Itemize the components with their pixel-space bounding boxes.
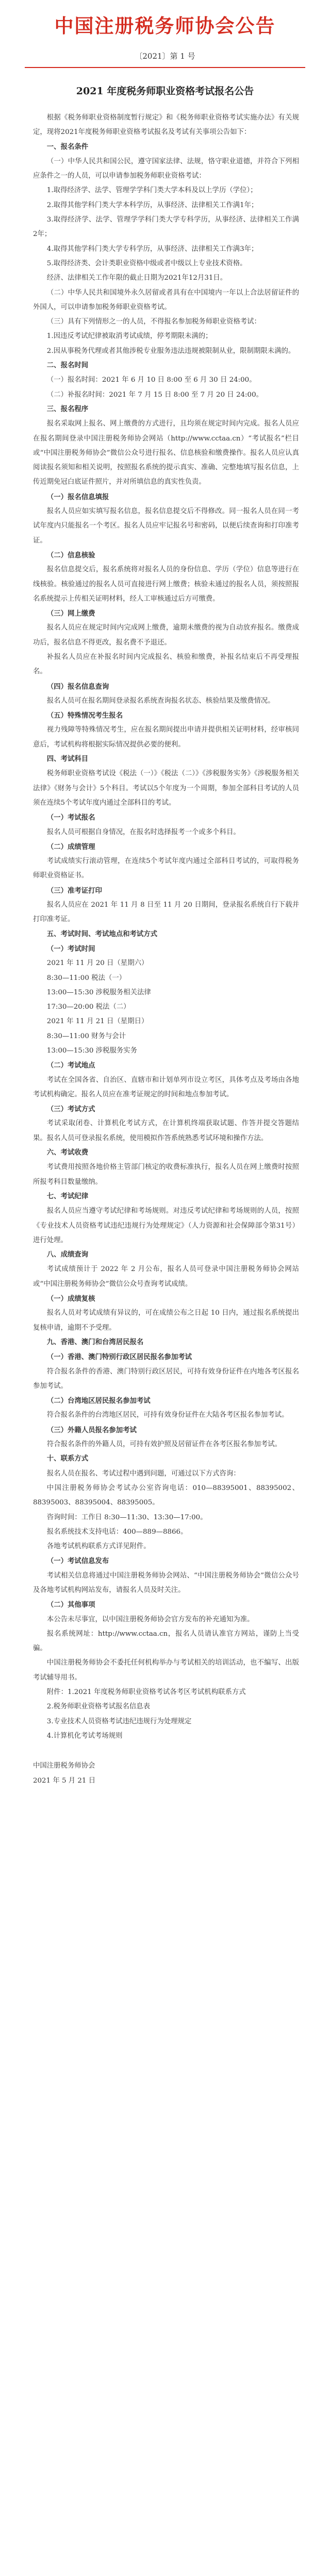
body-paragraph: 考试相关信息将通过中国注册税务师协会网站、“中国注册税务师协会”微信公众号及各地考试机构网站发布，请报名人员及时关注。 (33, 1571, 299, 1594)
document-number: 〔2021〕第 1 号 (135, 52, 195, 61)
body-paragraph: 1.因违反考试纪律被取消考试成绩，停考期限未满的； (46, 332, 212, 341)
subsection-heading: （一）报名信息填报 (46, 493, 109, 501)
subsection-heading: （二）信息核验 (46, 551, 95, 560)
body-paragraph: 报名采取网上报名、网上缴费的方式进行，且均须在规定时间内完成。报名人员应在报名期间登录中国注册税务师协会网站（http://www.cctaa.cn）“考试报名”栏目或“中国注册税务师协会”微信公众号进行报名、信息核验和缴费操作。报名人员应认真阅读报名须知和相关说明，按照报名系统的提示真实、准确、完整地填写报名信息，上传近期免冠白底证件照片，并对所填信息的真实性负责。 (33, 420, 299, 486)
subsection-heading: （二）成绩管理 (46, 842, 95, 851)
body-paragraph: 报名人员在报名、考试过程中遇到问题，可通过以下方式咨询： (46, 1469, 240, 1478)
subsection-heading: （四）报名信息查询 (46, 682, 109, 691)
subsection-heading: （三）考试方式 (46, 1105, 95, 1114)
body-paragraph: 中国注册税务师协会不委托任何机构举办与考试相关的培训活动，也不编写、出版考试辅导用书。 (33, 1659, 299, 1682)
body-paragraph: 符合报名条件的外籍人员，可持有效护照及居留证件在各考区报名参加考试。 (46, 1440, 282, 1449)
body-paragraph: 附件：1.2021 年度税务师职业资格考试各考区考试机构联系方式 (46, 1688, 246, 1697)
body-paragraph: 考试成绩预计于 2022 年 2 月公布，报名人员可登录中国注册税务师协会网站或“中国注册税务师协会”微信公众号查询考试成绩。 (33, 1265, 299, 1288)
body-paragraph: （三）具有下列情形之一的人员，不得报名参加税务师职业资格考试： (46, 318, 261, 326)
body-paragraph: 2.因从事税务代理或者其他涉税专业服务违法违规被限制从业，限制期限未满的。 (46, 347, 295, 355)
body-paragraph: 各地考试机构联系方式详见附件。 (46, 1543, 151, 1551)
body-paragraph: 3.专业技术人员资格考试违纪违规行为处理规定 (46, 1717, 192, 1725)
body-paragraph: 考试采取闭卷、计算机化考试方式，在计算机终端获取试题、作答并提交答题结果。报名人员可登录报名系统，使用模拟作答系统熟悉考试环境和操作方法。 (33, 1120, 299, 1142)
body-paragraph: 考试费用按照各地价格主管部门核定的收费标准执行，报名人员在网上缴费时按照所报考科目数量缴纳。 (33, 1163, 299, 1186)
body-paragraph: 2021 年 11 月 20 日（星期六） (46, 959, 148, 968)
body-paragraph: 报名系统网址：http://www.cctaa.cn，报名人员请认准官方网站，谨防上当受骗。 (33, 1630, 299, 1653)
subsection-heading: （三）网上缴费 (46, 609, 95, 618)
section-heading: 九、香港、澳门和台湾居民报名 (46, 1338, 144, 1346)
body-paragraph: 符合报名条件的台湾地区居民，可持有效身份证件在大陆各考区报名参加考试。 (46, 1411, 289, 1419)
body-paragraph: 1.取得经济学、法学、管理学学科门类大学本科及以上学历（学位）； (46, 187, 257, 195)
document-header (0, 0, 330, 68)
body-paragraph: 3.取得经济学、法学、管理学学科门类大学专科学历，从事经济、法律相关工作满2年； (33, 216, 299, 239)
body-paragraph: 17:30—20:00 税法（二） (46, 1003, 130, 1011)
body-paragraph: 报名人员可在报名期间登录报名系统查询报名状态、核验结果及缴费情况。 (46, 697, 275, 705)
section-heading: 八、成绩查询 (46, 1251, 89, 1259)
body-paragraph: （二）补报名时间：2021 年 7 月 15 日 8:00 至 7 月 20 日 24:00。 (46, 391, 263, 399)
section-heading: 一、报名条件 (46, 143, 89, 151)
body-paragraph: 根据《税务师职业资格制度暂行规定》和《税务师职业资格考试实施办法》有关规定，现将2021年度税务师职业资格考试报名及考试有关事项公告如下： (33, 114, 299, 137)
body-paragraph: 报名人员应如实填写报名信息，报名信息提交后不得修改。同一报名人员在同一考试年度内只能报名一个考区。报名人员应牢记报名号和密码，以便后续查询和打印准考证。 (33, 507, 299, 545)
body-paragraph: 考试在全国各省、自治区、直辖市和计划单列市设立考区，具体考点及考场由各地考试机构确定。报名人员应在准考证规定的时间和地点参加考试。 (33, 1076, 299, 1098)
body-paragraph: 2.税务师职业资格考试报名信息表 (46, 1703, 151, 1711)
body-paragraph: （一）报名时间：2021 年 6 月 10 日 8:00 至 6 月 30 日 24:00。 (46, 376, 256, 384)
body-paragraph: 报名人员应在 2021 年 11 月 8 日至 11 月 20 日期间，登录报名系统自行下载并打印准考证。 (33, 901, 299, 924)
body-paragraph: 报名信息提交后，报名系统将对报名人员的身份信息、学历（学位）信息等进行在线核验。核验通过的报名人员可直接进行网上缴费；核验未通过的报名人员，须按照报名系统提示上传相关证明材料，经人工审核通过后方可缴费。 (33, 566, 299, 603)
body-paragraph: 经济、法律相关工作年限的截止日期为2021年12月31日。 (46, 274, 227, 282)
body-paragraph: 中国注册税务师协会考试办公室咨询电话：010—88395001、88395002、88395003、88395004、88395005。 (33, 1484, 299, 1507)
body-paragraph: （一）中华人民共和国公民，遵守国家法律、法规，恪守职业道德，并符合下列相应条件之一的人员，可以申请参加税务师职业资格考试： (33, 157, 299, 180)
section-heading: 五、考试时间、考试地点和考试方式 (46, 930, 158, 938)
section-heading: 四、考试科目 (46, 755, 89, 764)
subsection-heading: （一）成绩复核 (46, 1295, 95, 1303)
announcement-body (0, 111, 330, 1743)
subsection-heading: （二）台湾地区居民报名参加考试 (46, 1397, 151, 1405)
masthead-title: 中国注册税务师协会公告 (54, 15, 276, 37)
body-paragraph: 2021 年 11 月 21 日（星期日） (46, 1018, 148, 1026)
subsection-heading: （一）考试报名 (46, 814, 95, 822)
subsection-heading: （二）考试地点 (46, 1061, 95, 1070)
subsection-heading: （一）考试时间 (46, 944, 95, 953)
subsection-heading: （五）特殊情况考生报名 (46, 711, 123, 720)
body-paragraph: 报名人员应当遵守考试纪律和考场规则。对违反考试纪律和考场规则的人员，按照《专业技术人员资格考试违纪违规行为处理规定》（人力资源和社会保障部令第31号）进行处理。 (33, 1207, 299, 1244)
section-heading: 六、考试收费 (46, 1149, 89, 1157)
subsection-heading: （一）香港、澳门特别行政区居民报名参加考试 (46, 1353, 192, 1362)
body-paragraph: 8:30—11:00 财务与会计 (46, 1032, 126, 1040)
body-paragraph: 4.计算机化考试考场规则 (46, 1732, 123, 1740)
body-paragraph: 视力残障等特殊情况考生，应在报名期间提出申请并提供相关证明材料，经审核同意后，考试机构将根据实际情况提供必要的便利。 (33, 726, 299, 749)
announcement-title: 2021 年度税务师职业资格考试报名公告 (76, 86, 254, 97)
body-paragraph: 报名人员对考试成绩有异议的，可在成绩公布之日起 10 日内，通过报名系统提出复核申请，逾期不予受理。 (33, 1309, 299, 1332)
subsection-heading: （三）外籍人员报名参加考试 (46, 1426, 137, 1434)
body-paragraph: 本公告未尽事宜，以中国注册税务师协会官方发布的补充通知为准。 (46, 1615, 254, 1623)
body-paragraph: （二）中华人民共和国境外永久居留或者具有在中国境内一年以上合法居留证件的外国人，可以申请参加税务师职业资格考试。 (33, 289, 299, 311)
subsection-heading: （一）考试信息发布 (46, 1557, 109, 1566)
section-heading: 七、考试纪律 (46, 1192, 89, 1200)
red-divider-rule (25, 67, 305, 68)
body-paragraph: 8:30—11:00 税法（一） (46, 974, 126, 982)
body-paragraph: 13:00—15:30 涉税服务相关法律 (46, 988, 151, 996)
section-heading: 二、报名时间 (46, 362, 89, 370)
body-paragraph: 补报名人员应在补报名时间内完成报名、核验和缴费，补报名结束后不再受理报名。 (33, 653, 299, 676)
body-paragraph: 13:00—15:30 涉税服务实务 (46, 1047, 137, 1055)
body-paragraph: 报名人员应在规定时间内完成网上缴费，逾期未缴费的视为自动放弃报名。缴费成功后，报名信息不得更改，报名费不予退还。 (33, 624, 299, 647)
body-paragraph: 4.取得其他学科门类大学专科学历，从事经济、法律相关工作满3年； (46, 245, 258, 253)
subsection-heading: （三）准考证打印 (46, 886, 102, 895)
body-paragraph: 报名人员可根据自身情况，在报名时选择报考一个或多个科目。 (46, 828, 240, 836)
body-paragraph: 税务师职业资格考试设《税法（一）》《税法（二）》《涉税服务实务》《涉税服务相关法律》《财务与会计》5个科目。考试以5个年度为一个周期，参加全部科目考试的人员须在连续5个考试年度内通过全部科目的考试。 (33, 770, 299, 807)
body-paragraph: 考试成绩实行滚动管理，在连续5个考试年度内通过全部科目考试的，可取得税务师职业资格证书。 (33, 857, 299, 880)
subsection-heading: （二）其他事项 (46, 1601, 95, 1609)
body-paragraph: 咨询时间：工作日 8:30—11:30、13:30—17:00。 (46, 1513, 207, 1521)
body-paragraph: 符合报名条件的香港、澳门特别行政区居民，可持有效身份证件在内地各考区报名参加考试。 (33, 1367, 299, 1390)
signature-block (0, 1759, 330, 1788)
signature-date: 2021 年 5 月 21 日 (33, 1776, 96, 1785)
section-heading: 十、联系方式 (46, 1455, 89, 1463)
body-paragraph: 5.取得经济类、会计类职业资格中级或者中级以上专业技术资格。 (46, 259, 247, 267)
section-heading: 三、报名程序 (46, 405, 89, 413)
body-paragraph: 2.取得其他学科门类大学本科学历，从事经济、法律相关工作满1年； (46, 201, 258, 209)
signature-organization: 中国注册税务师协会 (33, 1762, 95, 1770)
body-paragraph: 报名系统技术支持电话：400—889—8866。 (46, 1528, 188, 1536)
